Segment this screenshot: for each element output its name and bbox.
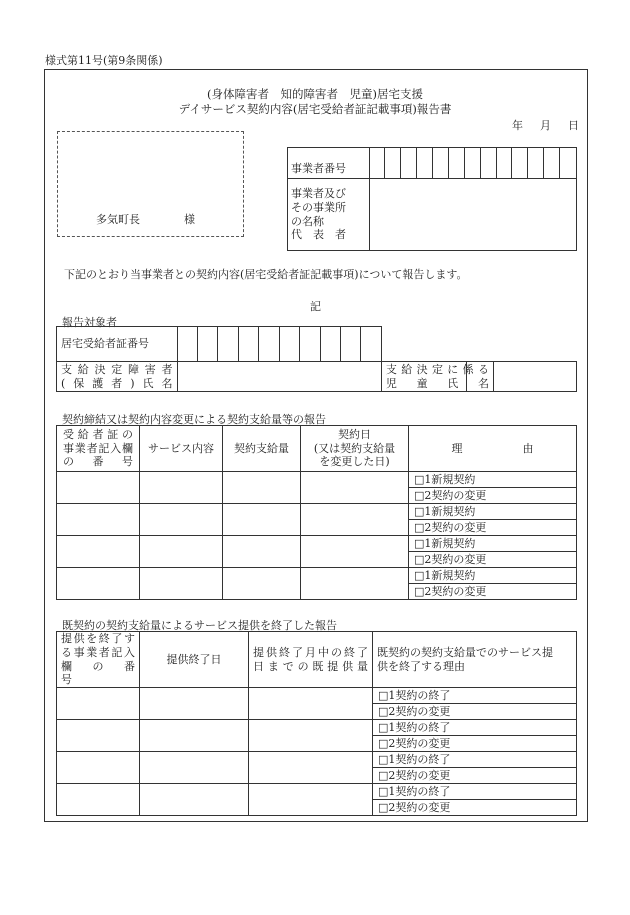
reason-contract-change[interactable]: □2契約の変更 xyxy=(373,800,577,816)
contract-cell[interactable] xyxy=(57,472,140,504)
reason-contract-end[interactable]: □1契約の終了 xyxy=(373,688,577,704)
contract-heading: 契約締結又は契約内容変更による契約支給量等の報告 xyxy=(62,413,326,426)
ended-table xyxy=(56,631,577,816)
contract-cell[interactable] xyxy=(57,504,140,536)
reason-new-contract[interactable]: □1新規契約 xyxy=(409,568,577,584)
business-name-field[interactable] xyxy=(369,179,577,251)
contract-cell[interactable] xyxy=(140,504,223,536)
header-line: の 番 号 xyxy=(63,455,133,469)
header-line: 提供終了月中の終了 xyxy=(253,645,368,659)
ended-cell[interactable] xyxy=(57,720,140,752)
child-label-line: 支給決定に係る xyxy=(385,362,489,376)
reason-new-contract[interactable]: □1新規契約 xyxy=(409,472,577,488)
reason-contract-change[interactable]: □2契約の変更 xyxy=(373,704,577,720)
cert-number-digit[interactable] xyxy=(341,327,361,362)
business-number-digit[interactable] xyxy=(417,148,433,179)
contract-cell[interactable] xyxy=(57,568,140,600)
contract-cell[interactable] xyxy=(57,536,140,568)
cert-number-digit[interactable] xyxy=(238,327,258,362)
cert-number-digit[interactable] xyxy=(259,327,279,362)
business-number-digit[interactable] xyxy=(496,148,512,179)
ended-heading: 既契約の契約支給量によるサービス提供を終了した報告 xyxy=(62,619,337,632)
header-line: を変更した日) xyxy=(319,455,390,469)
contract-cell[interactable] xyxy=(301,568,409,600)
title-line-2: デイサービス契約内容(居宅受給者証記載事項)報告書 xyxy=(178,102,452,116)
ended-cell[interactable] xyxy=(140,720,249,752)
contract-cell[interactable] xyxy=(223,536,301,568)
cert-number-digit[interactable] xyxy=(279,327,299,362)
ended-entry-no-header xyxy=(57,632,146,688)
business-name-label-line: の名称 xyxy=(291,214,324,228)
date-month-label: 月 xyxy=(540,119,551,132)
business-name-label-line: 代 表 者 xyxy=(291,228,346,242)
cert-number-label: 居宅受給者証番号 xyxy=(57,327,178,362)
header-line: 契約日 xyxy=(338,427,371,441)
contract-date-header xyxy=(301,426,409,472)
business-number-digit[interactable] xyxy=(433,148,449,179)
child-name-table xyxy=(466,361,577,392)
cert-number-digit[interactable] xyxy=(177,327,197,362)
business-number-digit[interactable] xyxy=(480,148,496,179)
header-reason-right: 由 xyxy=(522,441,534,455)
addressee: 多気町長 様 xyxy=(96,213,195,226)
reason-contract-change[interactable]: □2契約の変更 xyxy=(409,488,577,504)
contract-cell[interactable] xyxy=(301,536,409,568)
ki-heading: 記 xyxy=(310,300,321,313)
ended-supplied-header xyxy=(249,632,373,688)
guardian-name-field[interactable] xyxy=(177,362,381,392)
form-number: 様式第11号(第9条関係) xyxy=(45,54,163,67)
reason-contract-end[interactable]: □1契約の終了 xyxy=(373,752,577,768)
contract-reason-header xyxy=(409,426,577,472)
contract-cell[interactable] xyxy=(140,536,223,568)
contract-amount-header: 契約支給量 xyxy=(223,426,301,472)
title-line-1: (身体障害者 知的障害者 児童)居宅支援 xyxy=(207,87,423,101)
header-line: 受給者証の xyxy=(63,427,133,441)
header-line: る事業者記入 xyxy=(61,645,135,659)
contract-cell[interactable] xyxy=(140,568,223,600)
header-line: 日までの既提供量 xyxy=(253,659,368,673)
guardian-label-line: (保護者)氏名 xyxy=(61,376,173,390)
ended-reason-header xyxy=(373,632,577,688)
ended-cell[interactable] xyxy=(57,752,140,784)
intro-text: 下記のとおり当事業者との契約内容(居宅受給者証記載事項)について報告します。 xyxy=(64,268,468,281)
reason-contract-change[interactable]: □2契約の変更 xyxy=(373,736,577,752)
guardian-name-label xyxy=(57,362,178,392)
reason-contract-end[interactable]: □1契約の終了 xyxy=(373,784,577,800)
date-day-label: 日 xyxy=(568,119,579,132)
business-name-label-line: その事業所 xyxy=(291,200,346,214)
ended-cell[interactable] xyxy=(249,688,373,720)
guardian-label-line: 支給決定障害者 xyxy=(61,362,173,376)
business-number-digit[interactable] xyxy=(464,148,480,179)
business-number-label: 事業者番号 xyxy=(288,148,370,179)
contract-entry-no-header xyxy=(57,426,140,472)
target-heading: 報告対象者 xyxy=(62,316,117,329)
contract-cell[interactable] xyxy=(301,504,409,536)
ended-date-header: 提供終了日 xyxy=(140,632,249,688)
reason-contract-end[interactable]: □1契約の終了 xyxy=(373,720,577,736)
business-number-digit[interactable] xyxy=(369,148,385,179)
contract-cell[interactable] xyxy=(223,472,301,504)
header-line: (又は契約支給量 xyxy=(313,441,396,455)
reason-contract-change[interactable]: □2契約の変更 xyxy=(409,520,577,536)
child-name-field[interactable] xyxy=(467,362,577,392)
contract-cell[interactable] xyxy=(223,568,301,600)
business-number-digit[interactable] xyxy=(512,148,528,179)
target-table xyxy=(56,326,494,392)
cert-number-digit[interactable] xyxy=(300,327,320,362)
contract-cell[interactable] xyxy=(140,472,223,504)
ended-cell[interactable] xyxy=(57,688,140,720)
business-table xyxy=(287,147,577,251)
reason-contract-change[interactable]: □2契約の変更 xyxy=(409,584,577,600)
contract-cell[interactable] xyxy=(223,504,301,536)
header-line: 提供を終了す xyxy=(61,632,135,645)
business-number-digit[interactable] xyxy=(528,148,544,179)
report-date xyxy=(512,117,579,133)
business-number-digit[interactable] xyxy=(544,148,560,179)
cert-number-digit[interactable] xyxy=(361,327,381,362)
contract-service-header: サービス内容 xyxy=(140,426,223,472)
business-name-label xyxy=(288,179,370,251)
child-label-line: 児 童 氏 名 xyxy=(385,376,489,390)
ended-cell[interactable] xyxy=(249,752,373,784)
header-line: 欄 の 番 号 xyxy=(61,659,146,687)
header-line: 事業者記入欄 xyxy=(63,441,133,455)
reason-new-contract[interactable]: □1新規契約 xyxy=(409,536,577,552)
reason-contract-change[interactable]: □2契約の変更 xyxy=(373,768,577,784)
business-number-digit[interactable] xyxy=(448,148,464,179)
date-year-label: 年 xyxy=(512,119,523,132)
contract-cell[interactable] xyxy=(301,472,409,504)
ended-cell[interactable] xyxy=(249,720,373,752)
header-line: 供を終了する理由 xyxy=(377,659,465,673)
business-number-digit[interactable] xyxy=(560,148,577,179)
contract-table xyxy=(56,425,577,600)
business-number-digit[interactable] xyxy=(385,148,401,179)
ended-cell[interactable] xyxy=(249,784,373,816)
reason-new-contract[interactable]: □1新規契約 xyxy=(409,504,577,520)
cert-number-digit[interactable] xyxy=(218,327,238,362)
ended-cell[interactable] xyxy=(140,752,249,784)
cert-number-digit[interactable] xyxy=(320,327,340,362)
ended-cell[interactable] xyxy=(140,688,249,720)
cert-number-digit[interactable] xyxy=(197,327,217,362)
reason-contract-change[interactable]: □2契約の変更 xyxy=(409,552,577,568)
ended-cell[interactable] xyxy=(57,784,140,816)
business-number-digit[interactable] xyxy=(401,148,417,179)
header-line: 既契約の契約支給量でのサービス提 xyxy=(377,645,553,659)
ended-cell[interactable] xyxy=(140,784,249,816)
header-reason-left: 理 xyxy=(451,441,463,455)
business-name-label-line: 事業者及び xyxy=(291,187,346,200)
